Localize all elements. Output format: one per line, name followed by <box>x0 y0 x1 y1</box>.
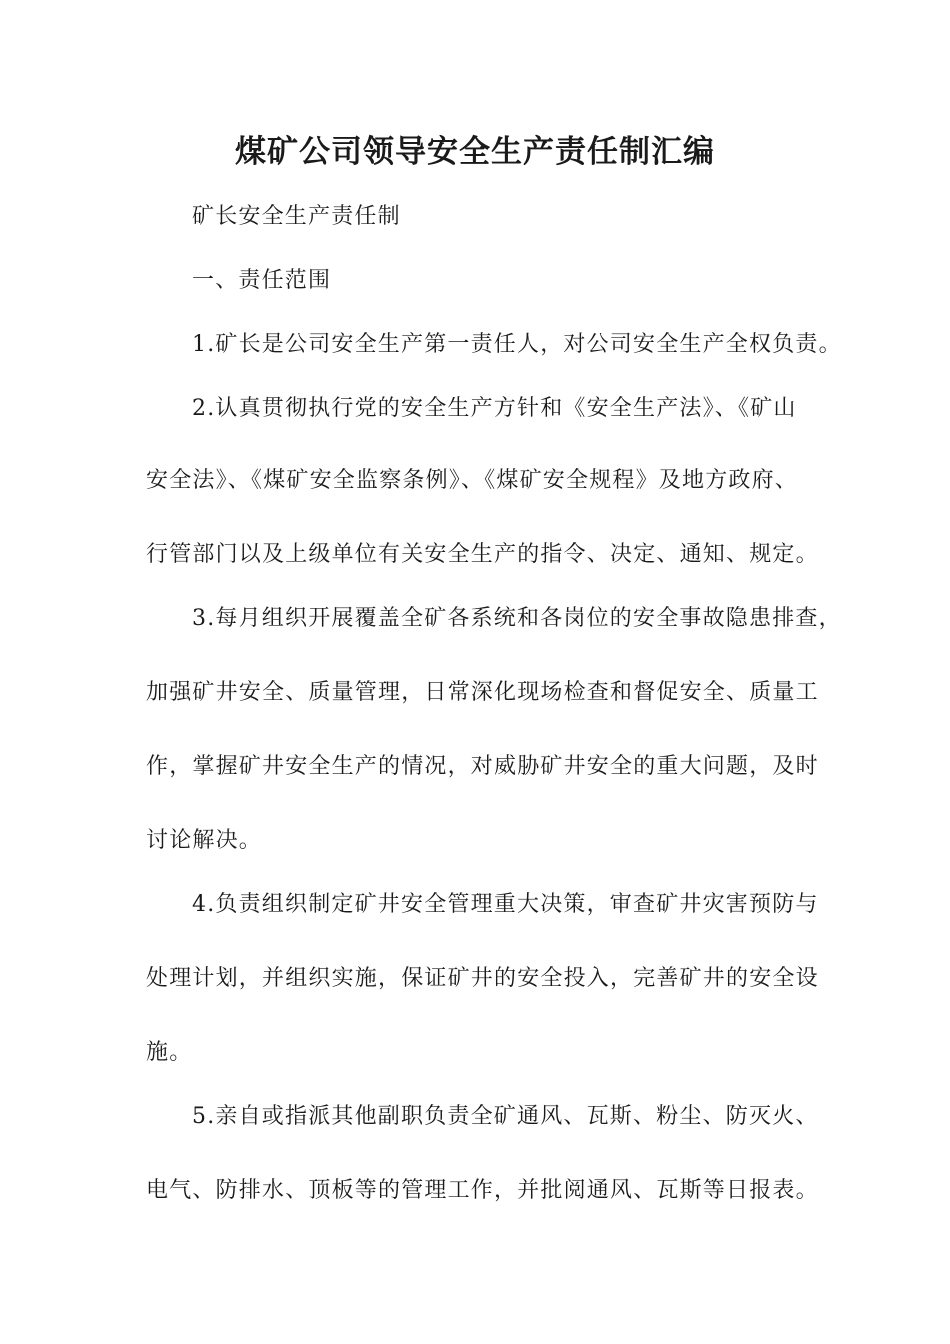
paragraph-line: 行管部门以及上级单位有关安全生产的指令、决定、通知、规定。 <box>146 542 819 567</box>
paragraph-line: 电气、防排水、顶板等的管理工作，并批阅通风、瓦斯等日报表。 <box>146 1178 819 1203</box>
paragraph-line: 施。 <box>146 1040 193 1065</box>
subsection-heading: 一、责任范围 <box>192 268 332 293</box>
paragraph-line: 3.每月组织开展覆盖全矿各系统和各岗位的安全事故隐患排查， <box>192 606 842 631</box>
paragraph-line: 安全法》、《煤矿安全监察条例》、《煤矿安全规程》及地方政府、 <box>146 468 799 493</box>
paragraph-line: 加强矿井安全、质量管理，日常深化现场检查和督促安全、质量工 <box>146 680 819 705</box>
paragraph-line: 4.负责组织制定矿井安全管理重大决策，审查矿井灾害预防与 <box>192 892 819 917</box>
paragraph-line: 处理计划，并组织实施，保证矿井的安全投入，完善矿井的安全设 <box>146 966 819 991</box>
paragraph-line: 1.矿长是公司安全生产第一责任人，对公司安全生产全权负责。 <box>192 332 842 357</box>
paragraph-line: 讨论解决。 <box>146 828 263 853</box>
paragraph-line: 作，掌握矿井安全生产的情况，对威胁矿井安全的重大问题，及时 <box>146 754 819 779</box>
section-heading: 矿长安全生产责任制 <box>192 204 401 229</box>
paragraph-line: 5.亲自或指派其他副职负责全矿通风、瓦斯、粉尘、防灭火、 <box>192 1104 819 1129</box>
paragraph-line: 2.认真贯彻执行党的安全生产方针和《安全生产法》、《矿山 <box>192 396 797 421</box>
document-title: 煤矿公司领导安全生产责任制汇编 <box>235 134 715 170</box>
